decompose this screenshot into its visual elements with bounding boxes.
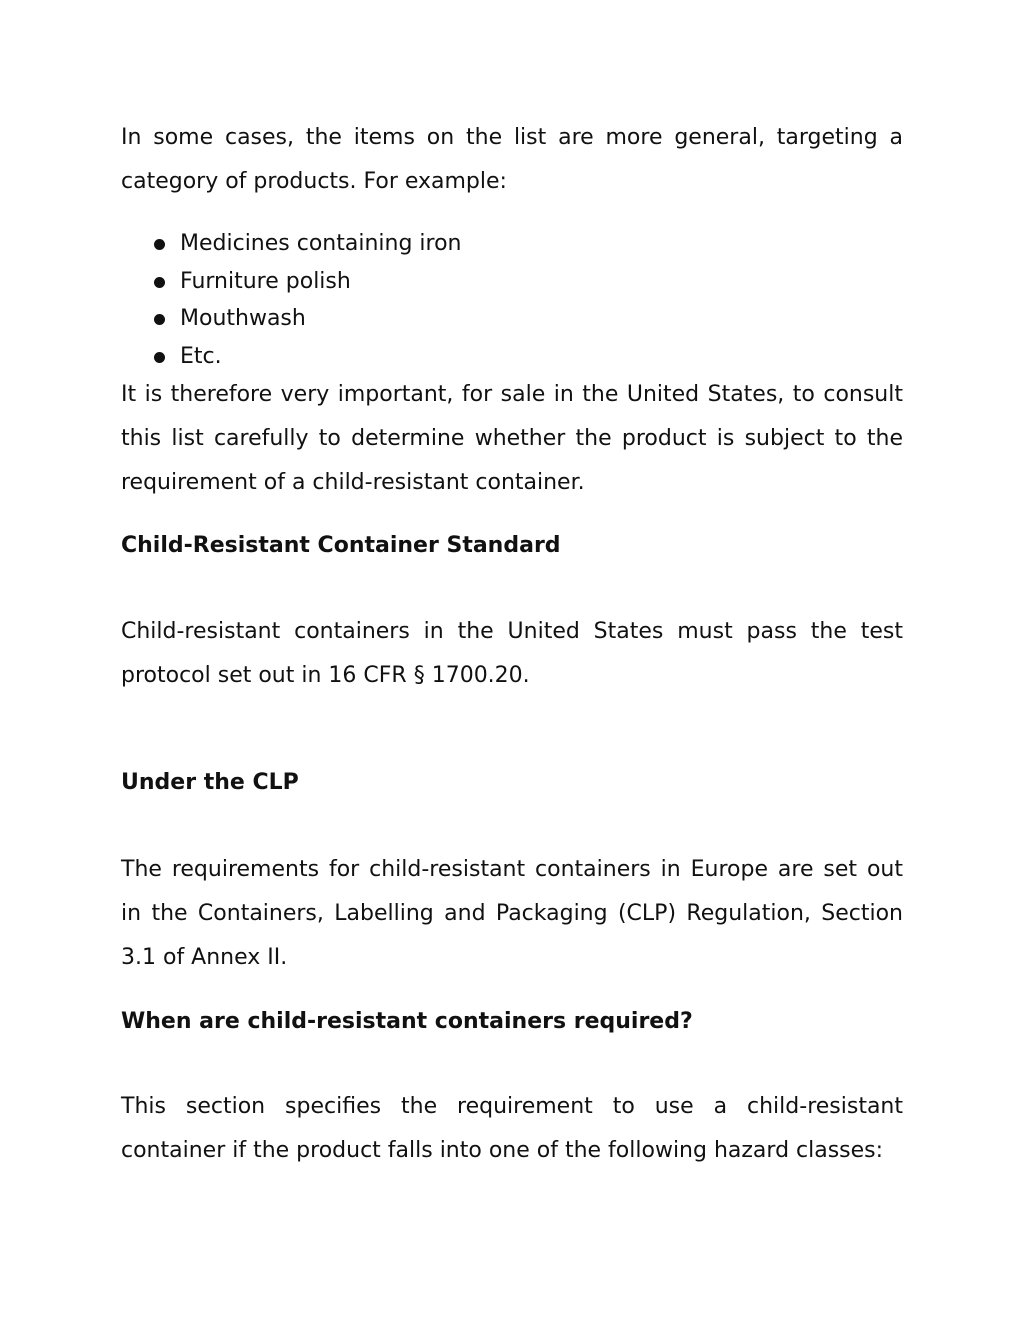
- list-item: [121, 225, 903, 263]
- bullet-icon: [154, 352, 165, 363]
- section-heading-when-required: When are child-resistant containers required?: [121, 1009, 693, 1034]
- importance-paragraph: It is therefore very important, for sale in the United States, to consult this list carefully to determine whether the product is subject to the requirement of a child-resistant container.: [121, 382, 903, 495]
- list-item-text: Etc.: [180, 344, 222, 370]
- product-category-list: [121, 225, 903, 376]
- list-item-text: Furniture polish: [180, 268, 351, 294]
- hazard-classes-paragraph: This section specifies the requirement to use a child-resistant container if the product falls into one of the following hazard classes:: [121, 1094, 903, 1163]
- list-item: [121, 263, 903, 301]
- list-item: [121, 300, 903, 338]
- bullet-icon: [154, 239, 165, 250]
- bullet-icon: [154, 277, 165, 288]
- bullet-icon: [154, 314, 165, 325]
- clp-paragraph: The requirements for child-resistant containers in Europe are set out in the Containers, Labelling and Packaging (CLP) Regulation, Section 3.1 of Annex II.: [121, 857, 903, 970]
- section-heading-standard: Child-Resistant Container Standard: [121, 533, 561, 558]
- list-item: [121, 338, 903, 376]
- intro-paragraph: In some cases, the items on the list are more general, targeting a category of products. For example:: [121, 125, 903, 194]
- list-item-text: Medicines containing iron: [180, 231, 462, 256]
- section-heading-clp: Under the CLP: [121, 770, 299, 795]
- standard-paragraph: Child-resistant containers in the United States must pass the test protocol set out in 16 CFR § 1700.20.: [121, 619, 903, 688]
- list-item-text: Mouthwash: [180, 306, 306, 332]
